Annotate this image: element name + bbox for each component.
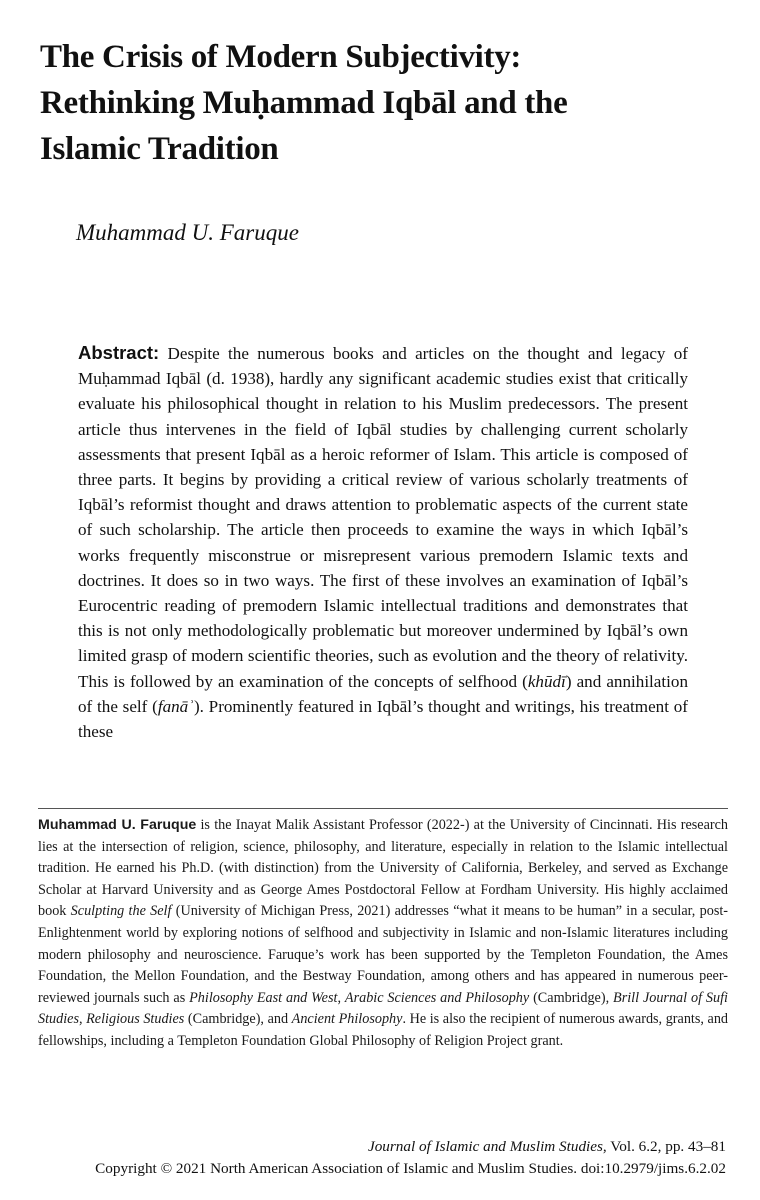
footnote-journal-3: Brill Journal of Sufi Studies xyxy=(38,989,728,1028)
footnote-text-6: (Cambridge), and xyxy=(184,1011,292,1028)
author-bio-footnote xyxy=(38,815,728,1053)
abstract-text-1: Despite the numerous books and articles on the thought and legacy of Muḥammad Iqbāl (d. 1938), hardly any significant academic studies exist that critically evaluate his philosophical thought in relation to his Muslim predecessors. The present article thus intervenes in the field of Iqbāl studies by challenging current scholarly assessments that present Iqbāl as a heroic reformer of Islam. This article is composed of three parts. It begins by providing a critical review of various scholarly treatments of Iqbāl’s reformist thought and draws attention to problematic aspects of the current state of such scholarship. The article then proceeds to examine the ways in which Iqbāl’s works frequently misconstrue or misrepresent various premodern Islamic texts and doctrines. It does so in two ways. The first of these involves an examination of Iqbāl’s Eurocentric reading of premodern Islamic intellectual traditions and demonstrates that this is not only methodologically problematic but moreover undermined by Iqbāl’s own limited grasp of modern scientific theories, such as evolution and the theory of relativity. This is followed by an examination of the concepts of selfhood ( xyxy=(78,344,688,691)
journal-details: , Vol. 6.2, pp. 43–81 xyxy=(602,1138,726,1155)
abstract-term-fana: fanāʾ xyxy=(157,696,194,716)
footnote-journal-2: Arabic Sciences and Philosophy xyxy=(344,989,530,1006)
footnote-text-3: , xyxy=(337,989,345,1006)
footnote-text-2: (University of Michigan Press, 2021) addresses “what it means to be human” in a secular, post-Enlightenment world by exploring notions of selfhood and subjectivity in Islamic and non-Islamic literatures including modern philosophy and neuroscience. Faruque’s work has been supported by the Templeton Foundation, the Ames Foundation, the Mellon Foundation, and the Bestway Foundation, among others and has appeared in numerous peer-reviewed journals such as xyxy=(38,903,729,1006)
title-line-3: Islamic Tradition xyxy=(40,131,279,167)
abstract-text-3: ). Prominently featured in Iqbāl’s thought and writings, his treatment of these xyxy=(78,696,688,742)
journal-name: Journal of Islamic and Muslim Studies xyxy=(367,1138,603,1155)
footnote-text-1: is the Inayat Malik Assistant Professor (2022-) at the University of Cincinnati. His research lies at the intersection of religion, science, philosophy, and literature, especially in relation to the Islamic intellectual tradition. He earned his Ph.D. (with distinction) from the University of California, Berkeley, and served as Exchange Scholar at Harvard University and as George Ames Postdoctoral Fellow at Fordham University. His highly acclaimed book xyxy=(38,817,728,920)
footnote-text-7: . He is also the recipient of numerous awards, grants, and fellowships, including a Templeton Foundation Global Philosophy of Religion Project grant. xyxy=(38,1011,729,1049)
footnote-journal-1: Philosophy East and West xyxy=(189,989,338,1006)
author-name: Muhammad U. Faruque xyxy=(76,220,299,245)
abstract-text-2: ) and annihilation of the self ( xyxy=(78,671,688,716)
footnote-text-4: (Cambridge), xyxy=(529,989,614,1006)
footnote-text-5: , xyxy=(78,1011,87,1028)
journal-citation xyxy=(368,1136,726,1158)
abstract-label: Abstract: xyxy=(78,342,160,363)
footnote-journal-5: Ancient Philosophy xyxy=(291,1011,403,1028)
article-title xyxy=(40,34,730,172)
title-line-2: Rethinking Muḥammad Iqbāl and the xyxy=(40,85,568,121)
title-line-1: The Crisis of Modern Subjectivity: xyxy=(40,39,522,75)
footnote-author-name: Muhammad U. Faruque xyxy=(38,817,197,833)
abstract-term-khudi: khūdī xyxy=(527,671,566,691)
copyright-notice: Copyright © 2021 North American Association of Islamic and Muslim Studies. doi:10.2979/jims.6.2.02 xyxy=(95,1160,726,1177)
footnote-book-title: Sculpting the Self xyxy=(70,903,172,920)
abstract-paragraph xyxy=(78,340,688,744)
footnote-journal-4: Religious Studies xyxy=(86,1011,185,1028)
footnote-divider xyxy=(38,808,728,809)
